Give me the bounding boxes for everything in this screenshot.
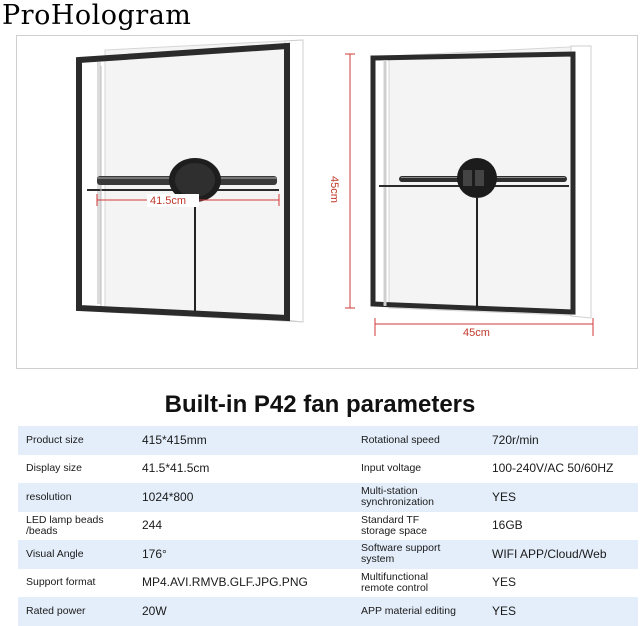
spec-label: Software support system [361,542,441,566]
spec-label: Rated power [26,604,86,617]
product-photo [16,35,638,369]
spec-value: 16GB [492,518,523,533]
spec-value: YES [492,575,517,590]
spec-table [18,426,638,626]
spec-row [18,426,638,455]
spec-label: Visual Angle [26,547,84,560]
spec-row [18,455,638,484]
spec-row [18,540,638,569]
spec-label: Multifunctional remote control [361,570,429,594]
spec-value: 1024*800 [142,489,194,504]
front-view-unit [79,40,303,322]
spec-value: YES [492,603,517,618]
spec-label: LED lamp beads /beads [26,513,104,537]
spec-row [18,597,638,626]
angled-view-unit [345,46,593,336]
spec-value: 720r/min [492,432,539,447]
spec-label: Standard TF storage space [361,513,427,537]
spec-value: WIFI APP/Cloud/Web [492,546,607,561]
spec-value: YES [492,489,517,504]
spec-label: Product size [26,433,84,446]
spec-label: APP material editing [361,604,456,617]
spec-value: 20W [142,603,167,618]
spec-label: Rotational speed [361,433,440,446]
spec-label: resolution [26,490,72,503]
spec-value: 100-240V/AC 50/60HZ [492,461,614,476]
spec-value: 244 [142,518,163,533]
width-dimension-label: 41.5cm [150,195,187,207]
spec-value: 415*415mm [142,432,207,447]
brand-logo-text: ProHologram [2,0,192,31]
parameters-heading: Built-in P42 fan parameters [164,391,476,418]
spec-row [18,483,638,512]
spec-label: Multi-station synchronization [361,485,434,509]
hologram-fan-illustration [17,36,639,370]
bottom-dimension-label: 45cm [463,327,490,339]
spec-value: 176° [142,546,167,561]
spec-label: Support format [26,576,96,589]
spec-row [18,512,638,541]
spec-value: MP4.AVI.RMVB.GLF.JPG.PNG [142,575,308,590]
spec-label: Input voltage [361,462,422,475]
spec-value: 41.5*41.5cm [142,461,210,476]
spec-label: Display size [26,462,83,475]
spec-row [18,569,638,598]
height-dimension-label: 45cm [328,176,340,203]
